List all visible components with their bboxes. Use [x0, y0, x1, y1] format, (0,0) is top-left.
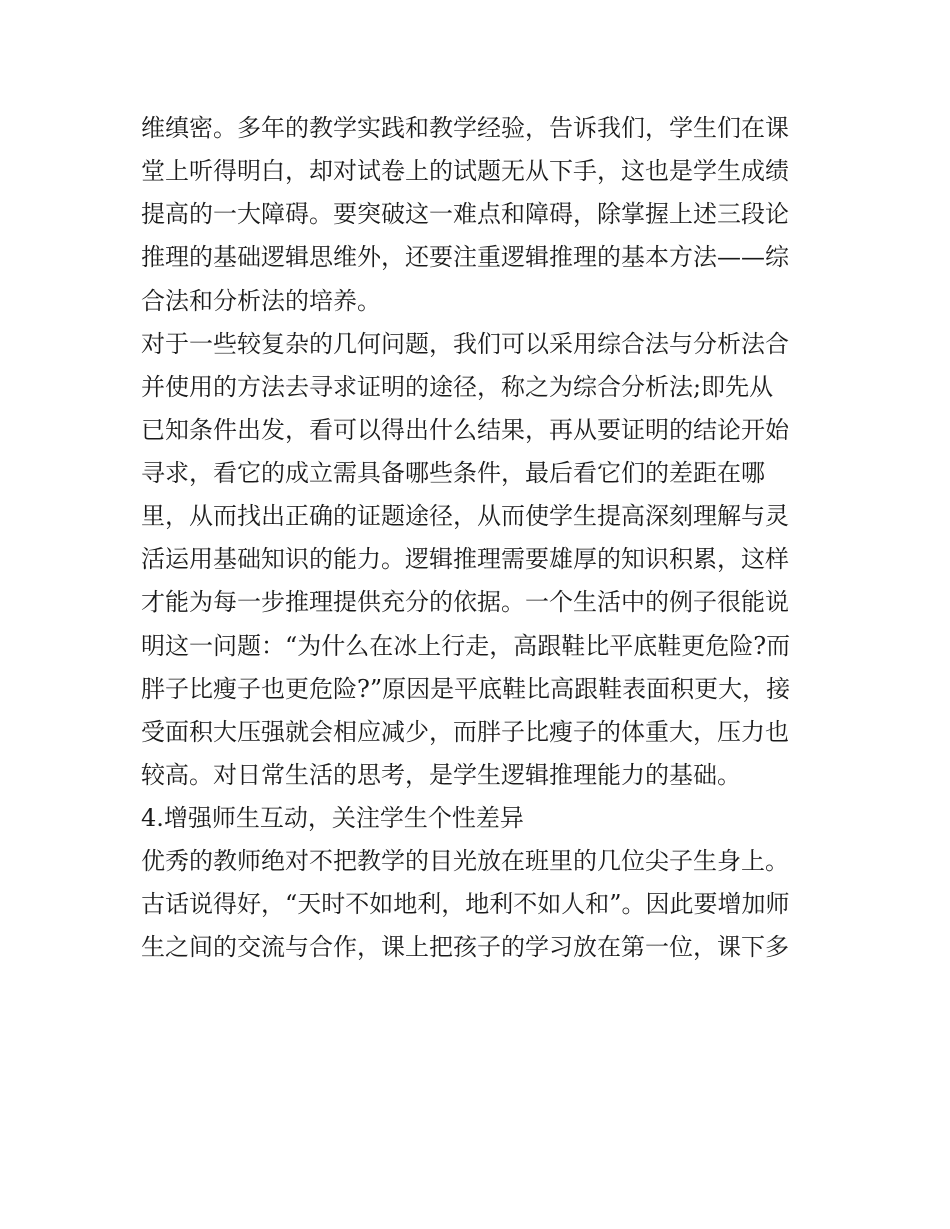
text-line-1: 维缜密。多年的教学实践和教学经验，告诉我们，学生们在课	[141, 114, 789, 142]
text-line-5: 合法和分析法的培养。	[141, 287, 381, 315]
text-line-2: 堂上听得明白，却对试卷上的试题无从下手，这也是学生成绩	[141, 157, 789, 185]
text-line-7: 并使用的方法去寻求证明的途径，称之为综合分析法;即先从	[141, 373, 774, 401]
text-line-11: 活运用基础知识的能力。逻辑推理需要雄厚的知识积累，这样	[141, 545, 789, 573]
text-line-6: 对于一些较复杂的几何问题，我们可以采用综合法与分析法合	[141, 330, 789, 358]
text-line-16: 较高。对日常生活的思考，是学生逻辑推理能力的基础。	[141, 761, 741, 789]
section-heading: 4.增强师生互动，关注学生个性差异	[141, 804, 524, 832]
text-line-3: 提高的一大障碍。要突破这一难点和障碍，除掌握上述三段论	[141, 200, 789, 228]
text-line-13: 明这一问题：“为什么在冰上行走，高跟鞋比平底鞋更危险?而	[141, 632, 791, 660]
text-line-14: 胖子比瘦子也更危险?”原因是平底鞋比高跟鞋表面积更大，接	[141, 675, 791, 703]
text-line-4: 推理的基础逻辑思维外，还要注重逻辑推理的基本方法——综	[141, 243, 789, 271]
text-line-18: 优秀的教师绝对不把教学的目光放在班里的几位尖子生身上。	[141, 847, 789, 875]
text-line-12: 才能为每一步推理提供充分的依据。一个生活中的例子很能说	[141, 588, 789, 616]
text-line-15: 受面积大压强就会相应减少，而胖子比瘦子的体重大，压力也	[141, 718, 789, 746]
text-line-8: 已知条件出发，看可以得出什么结果，再从要证明的结论开始	[141, 416, 789, 444]
text-line-9: 寻求，看它的成立需具备哪些条件，最后看它们的差距在哪	[141, 459, 765, 487]
text-line-20: 生之间的交流与合作，课上把孩子的学习放在第一位，课下多	[141, 933, 789, 961]
text-line-19: 古话说得好，“天时不如地利，地利不如人和”。因此要增加师	[141, 890, 790, 918]
text-line-10: 里，从而找出正确的证题途径，从而使学生提高深刻理解与灵	[141, 502, 789, 530]
